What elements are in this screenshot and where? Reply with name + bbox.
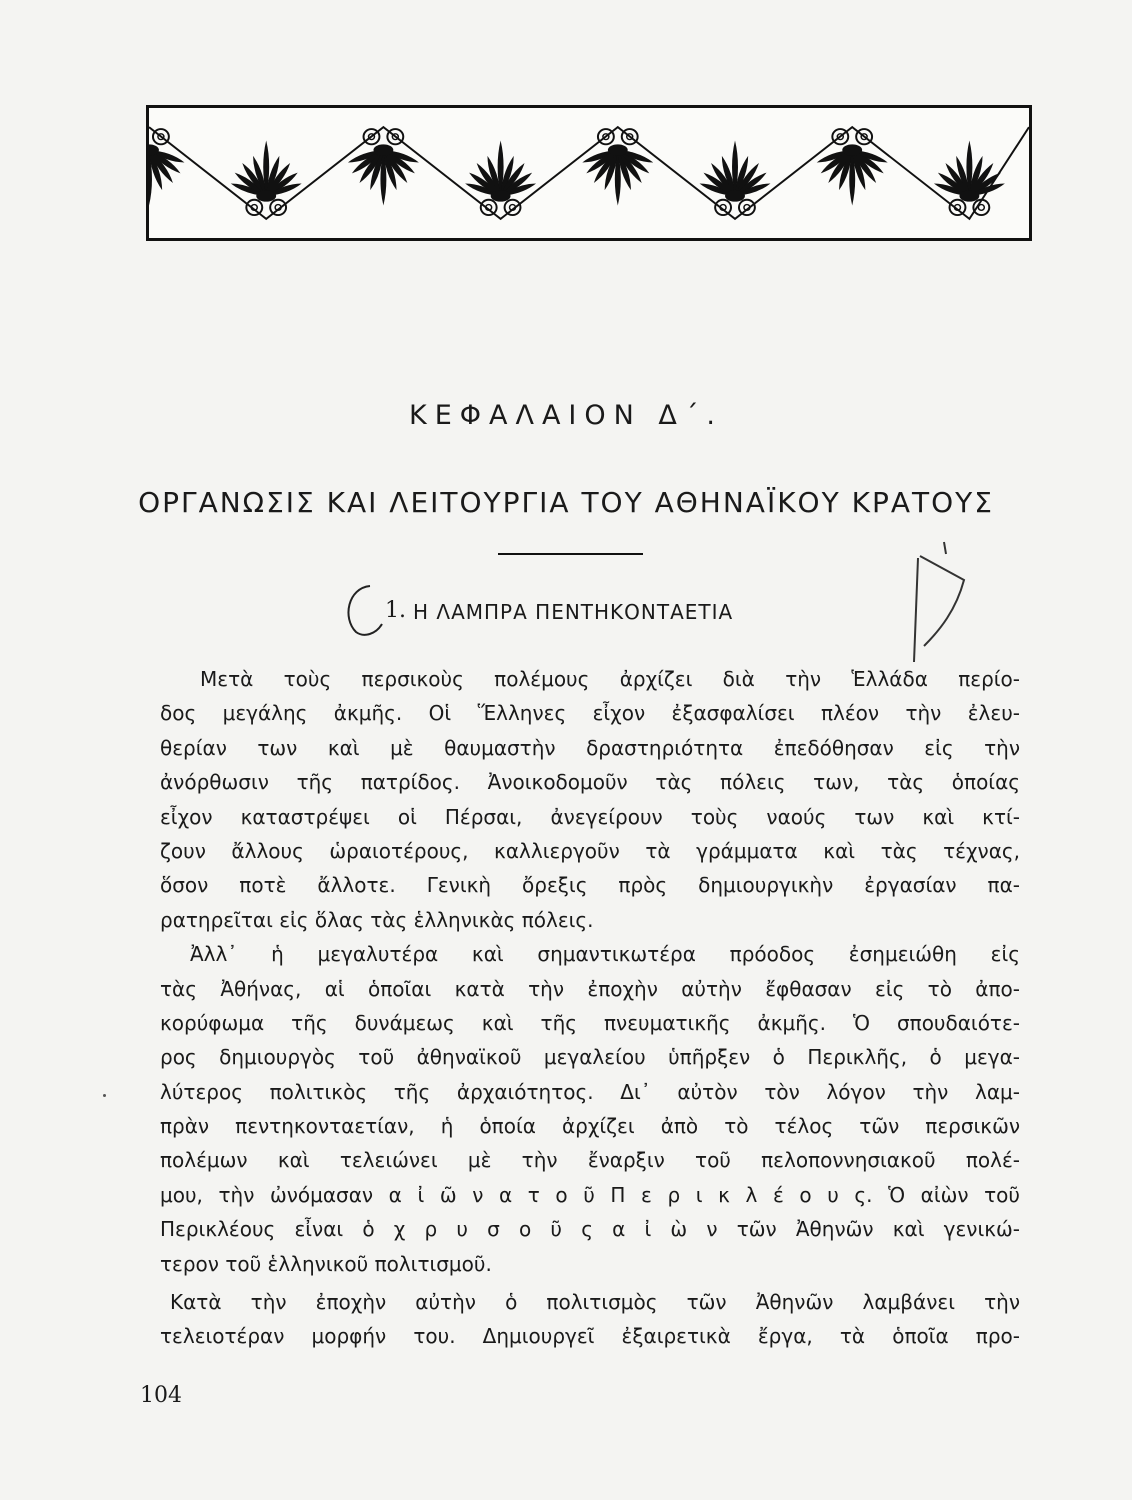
text-line: Περικλέους εἶναι ὁ χ ρ υ σ ο ῦ ς α ἰ ὼ ν τῶν Ἀθηνῶν καὶ γενικώ- [160,1217,1020,1242]
page-number: 104 [140,1383,182,1408]
text-line: τερον τοῦ ἑλληνικοῦ πολιτισμοῦ. [160,1251,492,1276]
text-line: εἶχον καταστρέψει οἱ Πέρσαι, ἀνεγείρουν τοὺς ναούς των καὶ κτί- [160,804,1020,829]
text-line: ρος δημιουργὸς τοῦ ἀθηναϊκοῦ μεγαλείου ὑπῆρξεν ὁ Περικλῆς, ὁ μεγα- [160,1045,1020,1070]
text-line: πολέμων καὶ τελειώνει μὲ τὴν ἔναρξιν τοῦ πελοποννησιακοῦ πολέ- [160,1148,1020,1173]
text-line: λύτερος πολιτικὸς τῆς ἀρχαιότητος. Δι᾽ αὐτὸν τὸν λόγον τὴν λαμ- [160,1079,1020,1104]
text-line: ἀνόρθωσιν τῆς πατρίδος. Ἀνοικοδομοῦν τὰς πόλεις των, τὰς ὁποίας [160,770,1020,795]
chapter-heading: ΚΕΦΑΛΑΙΟΝ Δ΄. [409,400,723,431]
text-line: θερίαν των καὶ μὲ θαυμαστὴν δραστηριότητα ἐπεδόθησαν εἰς τὴν [160,735,1020,760]
anthemion-frieze [146,105,1032,241]
palmette-ornament-icon [149,108,1029,238]
text-line: μου, τὴν ὠνόμασαν α ἰ ῶ ν α τ ο ῦ Π ε ρ ι κ λ έ ο υ ς. Ὁ αἰὼν τοῦ [160,1182,1020,1207]
text-line: Ἀλλ᾽ ἡ μεγαλυτέρα καὶ σημαντικωτέρα πρόοδος ἐσημειώθη εἰς [190,942,1020,967]
chapter-title: ΟΡΓΑΝΩΣΙΣ ΚΑΙ ΛΕΙΤΟΥΡΓΙΑ ΤΟΥ ΑΘΗΝΑΪΚΟΥ ΚΡΑΤΟΥΣ [138,486,994,519]
text-line: ρατηρεῖται εἰς ὅλας τὰς ἑλληνικὰς πόλεις. [160,907,594,932]
text-line: Κατὰ τὴν ἐποχὴν αὐτὴν ὁ πολιτισμὸς τῶν Ἀθηνῶν λαμβάνει τὴν [170,1290,1020,1315]
text-line: ζουν ἄλλους ὡραιοτέρους, καλλιεργοῦν τὰ γράμματα καὶ τὰς τέχνας, [160,838,1020,863]
section-title: Η ΛΑΜΠΡΑ ΠΕΝΤΗΚΟΝΤΑΕΤΙΑ [413,600,734,624]
text-line: τελειοτέραν μορφήν του. Δημιουργεῖ ἐξαιρετικὰ ἔργα, τὰ ὁποῖα προ- [160,1324,1020,1349]
text-line: ὅσον ποτὲ ἄλλοτε. Γενικὴ ὄρεξις πρὸς δημιουργικὴν ἐργασίαν πα- [160,873,1020,898]
body-text [160,662,1020,1354]
text-line: κορύφωμα τῆς δυνάμεως καὶ τῆς πνευματικῆς ἀκμῆς. Ὁ σπουδαιότε- [160,1010,1020,1035]
section-number: 1. [385,598,406,623]
title-divider [498,553,643,555]
handwritten-circle-icon [340,580,390,640]
text-line: Μετὰ τοὺς περσικοὺς πολέμους ἀρχίζει διὰ τὴν Ἑλλάδα περίο- [200,667,1020,691]
handwritten-mark-icon [900,540,970,665]
text-line: δος μεγάλης ἀκμῆς. Οἱ Ἕλληνες εἶχον ἐξασφαλίσει πλέον τὴν ἐλευ- [160,701,1020,726]
stray-mark [103,1094,106,1097]
text-line: πρὰν πεντηκονταετίαν, ἡ ὁποία ἀρχίζει ἀπὸ τὸ τέλος τῶν περσικῶν [160,1114,1020,1139]
text-line: τὰς Ἀθήνας, αἱ ὁποῖαι κατὰ τὴν ἐποχὴν αὐτὴν ἔφθασαν εἰς τὸ ἀπο- [160,976,1020,1001]
